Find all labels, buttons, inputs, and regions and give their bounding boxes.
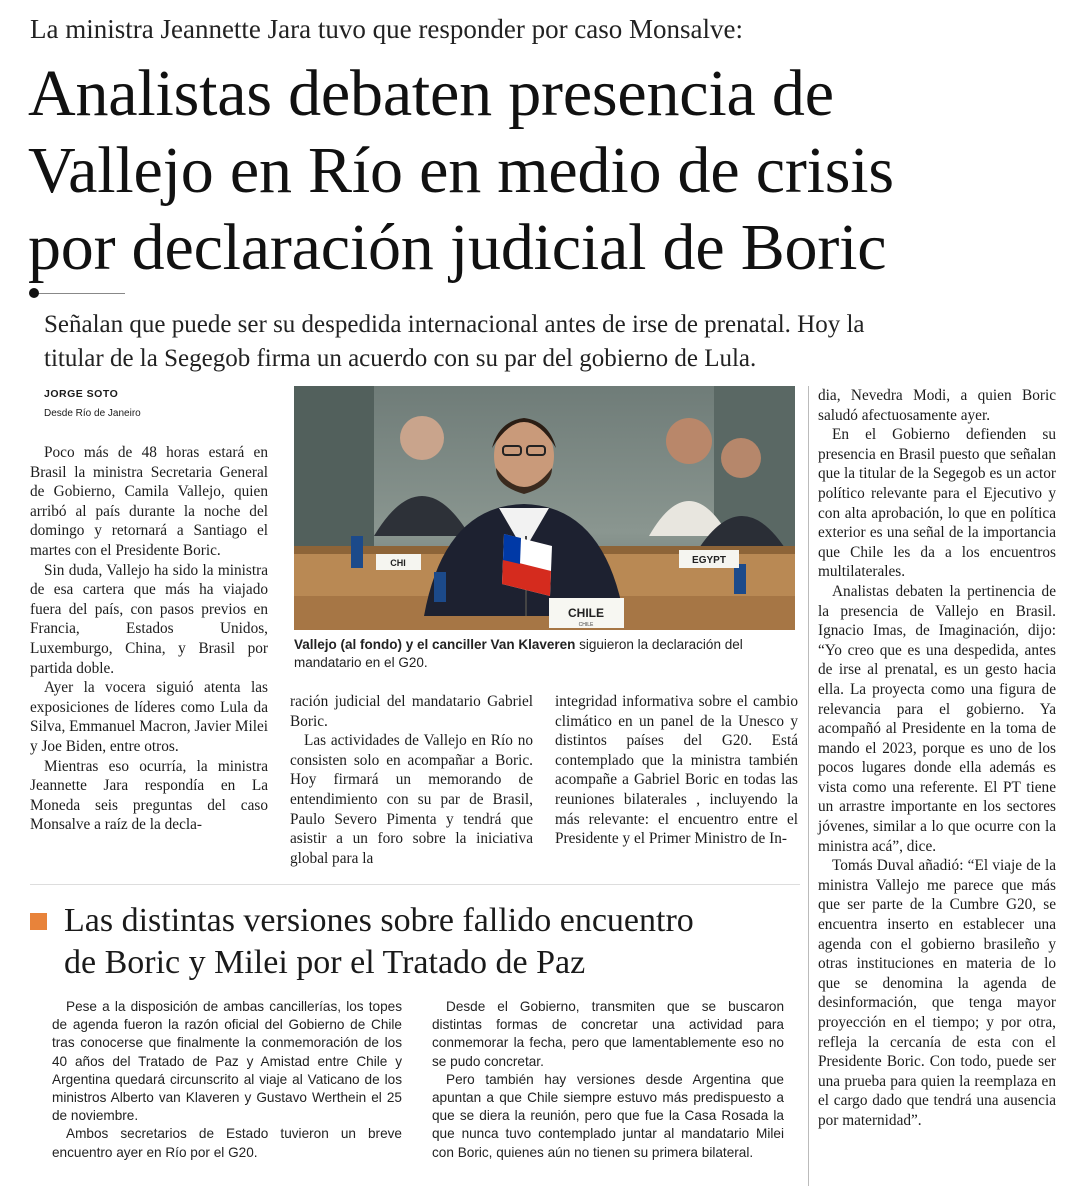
headline (28, 55, 1068, 286)
paragraph: dia, Nevedra Modi, a quien Boric saludó afectuosamente ayer. (818, 387, 1056, 424)
paragraph: En el Gobierno defienden su presencia en Brasil puesto que señalan que la titular de la Segegob es un actor político relevante para el Ejecutivo y con alta aprobación, lo que en política exterior es una señal de la importancia que Chile les da a los encuentros multilaterales. (818, 426, 1056, 581)
section-column-2 (432, 998, 784, 1162)
nameplate-egypt: EGYPT (692, 555, 726, 566)
divider (30, 293, 125, 294)
caption-bold: Vallejo (al fondo) y el canciller Van Klaveren (294, 637, 576, 652)
news-photo (294, 386, 795, 630)
article-column-2 (290, 692, 533, 868)
paragraph: Ayer la vocera siguió atenta las exposiciones de líderes como Lula da Silva, Emmanuel Macron, Javier Milei y Joe Biden, entre otros. (30, 679, 268, 755)
section-divider (30, 884, 800, 885)
paragraph: integridad informativa sobre el cambio climático en un panel de la Unesco y distintos países del G20. Está contemplado que la ministra también acompañe a Gabriel Boric en todas las reuniones bilaterales , incluyendo la más relevante: el encuentro entre el Presidente y el Primer Ministro de In- (555, 693, 798, 848)
subheadline (44, 308, 1044, 376)
bullet-dot (29, 288, 39, 298)
paragraph: Analistas debaten la pertinencia de la presencia de Vallejo en Brasil. Ignacio Imas, de Imaginación, dijo: “Yo creo que es una despedida, antes de irse al prenatal, es un gesto hacia ella. La proyecta como una figura de relevancia para el gobierno. Ya acompañó al Presidente en la toma de mando el 2023, porque es uno de los pocos lugares donde ella además es vista como una referente. El PT tiene un arrastre importante en los sectores jóvenes, similar a lo que ocurre con la ministra acá”, dice. (818, 582, 1056, 855)
paragraph: Las actividades de Vallejo en Río no consisten solo en acompañar a Boric. Hoy firmará un memorando de entendimiento con su par de Brasil, Paulo Severo Pimenta y tendrá que asistir a un foro sobre la iniciativa global para la (290, 732, 533, 867)
nameplate-chile: CHILE (568, 606, 604, 620)
article-column-4 (818, 386, 1056, 1131)
article-column-1 (30, 443, 268, 835)
kicker: La ministra Jeannette Jara tuvo que responder por caso Monsalve: (30, 14, 744, 44)
paragraph: Tomás Duval añadió: “El viaje de la ministra Vallejo me parece que más que ser parte de la Cumbre G20, se encuentra inserto en establecer una agenda con el gobierno brasileño y otras instituciones en materia de lo que se denomina la agenda de desinformación, que tenga mayor proyección en el tiempo; y por otra, refleja la cercanía de esta con el Presidente Boric. Con todo, puede ser una prueba para quien la reemplaza en el cargo dado que tendrá una ausencia por maternidad”. (818, 857, 1056, 1129)
paragraph: Mientras eso ocurría, la ministra Jeannette Jara respondía en La Moneda seis preguntas del caso Monsalve a raíz de la decla- (30, 757, 268, 834)
section-title-line: de Boric y Milei por el Tratado de Paz (64, 944, 586, 981)
nameplate-chi-left: CHI (390, 558, 406, 568)
subheadline-line: titular de la Segegob firma un acuerdo con su par del gobierno de Lula. (44, 345, 757, 372)
paragraph: Ambos secretarios de Estado tuvieron un breve encuentro ayer en Río por el G20. (52, 1126, 402, 1160)
subheadline-line: Señalan que puede ser su despedida internacional antes de irse de prenatal. Hoy la (44, 311, 865, 338)
section-title-line: Las distintas versiones sobre fallido encuentro (64, 902, 694, 939)
section-marker (30, 913, 47, 930)
nameplate-chile-small: CHILE (578, 622, 594, 628)
photo-illustration (294, 386, 795, 630)
caption-text: siguieron la declaración del mandatario en el G20. (294, 637, 743, 670)
headline-line: por declaración judicial de Boric (28, 211, 887, 284)
headline-line: Vallejo en Río en medio de crisis (28, 134, 894, 207)
photo-caption (294, 636, 795, 672)
byline: JORGE SOTO (44, 388, 119, 400)
dateline: Desde Río de Janeiro (44, 408, 141, 419)
column-divider (808, 386, 809, 1186)
paragraph: Desde el Gobierno, transmiten que se buscaron distintas formas de concretar una actividad para conmemorar la fecha, pero que lamentablemente eso no se pudo concretar. (432, 999, 784, 1069)
article-column-3 (555, 692, 798, 849)
section-column-1 (52, 998, 402, 1162)
paragraph: Pero también hay versiones desde Argentina que apuntan a que Chile siempre estuvo más predispuesto a que se diera la reunión, pero que fue la Casa Rosada la que nunca tuvo contemplado juntar al mandatario Milei con Boric, quienes aún no tienen su primera bilateral. (432, 1071, 784, 1160)
paragraph: Sin duda, Vallejo ha sido la ministra de esa cartera que más ha viajado fuera del país, con pasos previos en Francia, Estados Unidos, Luxemburgo, China, y Brasil por partida doble. (30, 561, 268, 677)
paragraph: Pese a la disposición de ambas cancillerías, los topes de agenda fueron la razón oficial del Gobierno de Chile tras conocerse que finalmente la conmemoración de los 40 años del Tratado de Paz y Amistad entre Chile y Argentina quedará circunscrito al viaje al Vaticano de los ministros Alberto van Klaveren y Gustavo Werthein el 25 de noviembre. (52, 999, 402, 1124)
paragraph: Poco más de 48 horas estará en Brasil la ministra Secretaria General de Gobierno, Camila Vallejo, quien arribó al país durante la noche del domingo y retornará a Santiago el martes con el Presidente Boric. (30, 444, 268, 559)
paragraph: ración judicial del mandatario Gabriel Boric. (290, 693, 533, 730)
headline-line: Analistas debaten presencia de (28, 57, 834, 130)
section-title (64, 900, 804, 984)
